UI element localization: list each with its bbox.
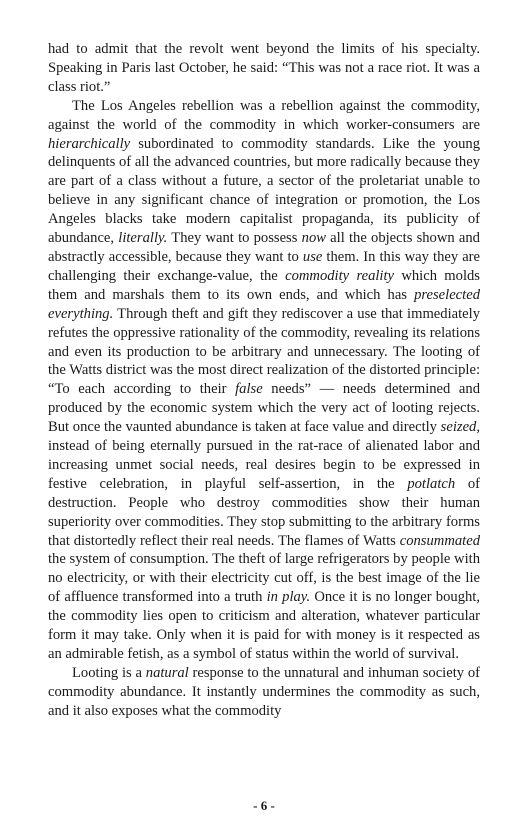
text-run: Through theft and gift they rediscover a use that immediately refutes the oppressive rationality of the commodity, revealing its relations and even its production to be arbitrary and unnecessary. The looting of the Watts district was the most direct realization of the distorted principle: “To each according to their bbox=[48, 305, 480, 398]
text-run: Looting is a bbox=[72, 664, 146, 681]
text-run: which molds them and marshals them to its own ends, and which has bbox=[48, 267, 480, 303]
body-text bbox=[48, 40, 480, 721]
page-number: - 6 - bbox=[253, 798, 275, 813]
text-run: the system of consumption. The theft of large refrigerators by people with no electricity, or with their electricity cut off, is the best image of the lie of affluence transformed into a truth bbox=[48, 551, 480, 606]
emphasis-text: hierarchically bbox=[48, 135, 131, 152]
emphasis-text: commodity reality bbox=[285, 267, 395, 284]
text-run: They want to possess bbox=[167, 230, 302, 247]
emphasis-text: consummated bbox=[399, 532, 480, 549]
text-run: needs” — needs determined and produced by the economic system which the very act of looting rejects. But once the vaunted abundance is taken at face value and directly bbox=[48, 381, 480, 436]
text-run: Once it is no longer bought, the commodity lies open to criticism and alteration, whatever particular form it may take. Only when it is paid for with money is it respected as an admirable fetish, as a symbol of status within the world of survival. bbox=[48, 589, 480, 662]
paragraph bbox=[48, 664, 480, 721]
emphasis-text: preselected everything. bbox=[48, 286, 480, 322]
text-run: had to admit that the revolt went beyond the limits of his specialty. Speaking in Paris last October, he said: “This was not a race riot. It was a class riot.” bbox=[48, 41, 480, 95]
emphasis-text: false bbox=[235, 381, 263, 398]
text-run: them. In this way they are challenging their exchange-value, the bbox=[48, 248, 481, 284]
text-run: The Los Angeles rebellion was a rebellion against the commodity, against the world of the commodity in which worker-consumers are bbox=[48, 97, 480, 133]
text-run: all the objects shown and abstractly accessible, because they want to bbox=[48, 230, 480, 265]
text-run: instead of being eternally pursued in the rat-race of alienated labor and increasing unmet social needs, real desires begin to be expressed in festive celebration, in playful self-assertion, in the bbox=[48, 438, 480, 492]
emphasis-text: in play. bbox=[266, 589, 311, 606]
text-run: subordinated to commodity standards. Like the young delinquents of all the advanced countries, but more radically because they are part of a class without a future, a sector of the proletariat unable to believe in any significant chance of integration or promotion, the Los Angeles blacks take modern capitalist propaganda, its publicity of abundance, bbox=[48, 135, 480, 247]
emphasis-text: now bbox=[301, 230, 326, 247]
emphasis-text: use bbox=[302, 248, 323, 265]
emphasis-text: seized, bbox=[440, 419, 480, 436]
text-run: of destruction. People who destroy commodities show their human superiority over commodities. They stop submitting to the arbitrary forms that distortedly reflect their real needs. The flames of Watts bbox=[48, 475, 480, 549]
paragraph bbox=[48, 97, 480, 664]
emphasis-text: literally. bbox=[118, 230, 168, 247]
text-run: response to the unnatural and inhuman society of commodity abundance. It instantly undermines the commodity as such, and it also exposes what the commodity bbox=[48, 664, 480, 719]
emphasis-text: natural bbox=[145, 664, 189, 681]
paragraph bbox=[48, 40, 480, 97]
emphasis-text: potlatch bbox=[407, 475, 456, 492]
